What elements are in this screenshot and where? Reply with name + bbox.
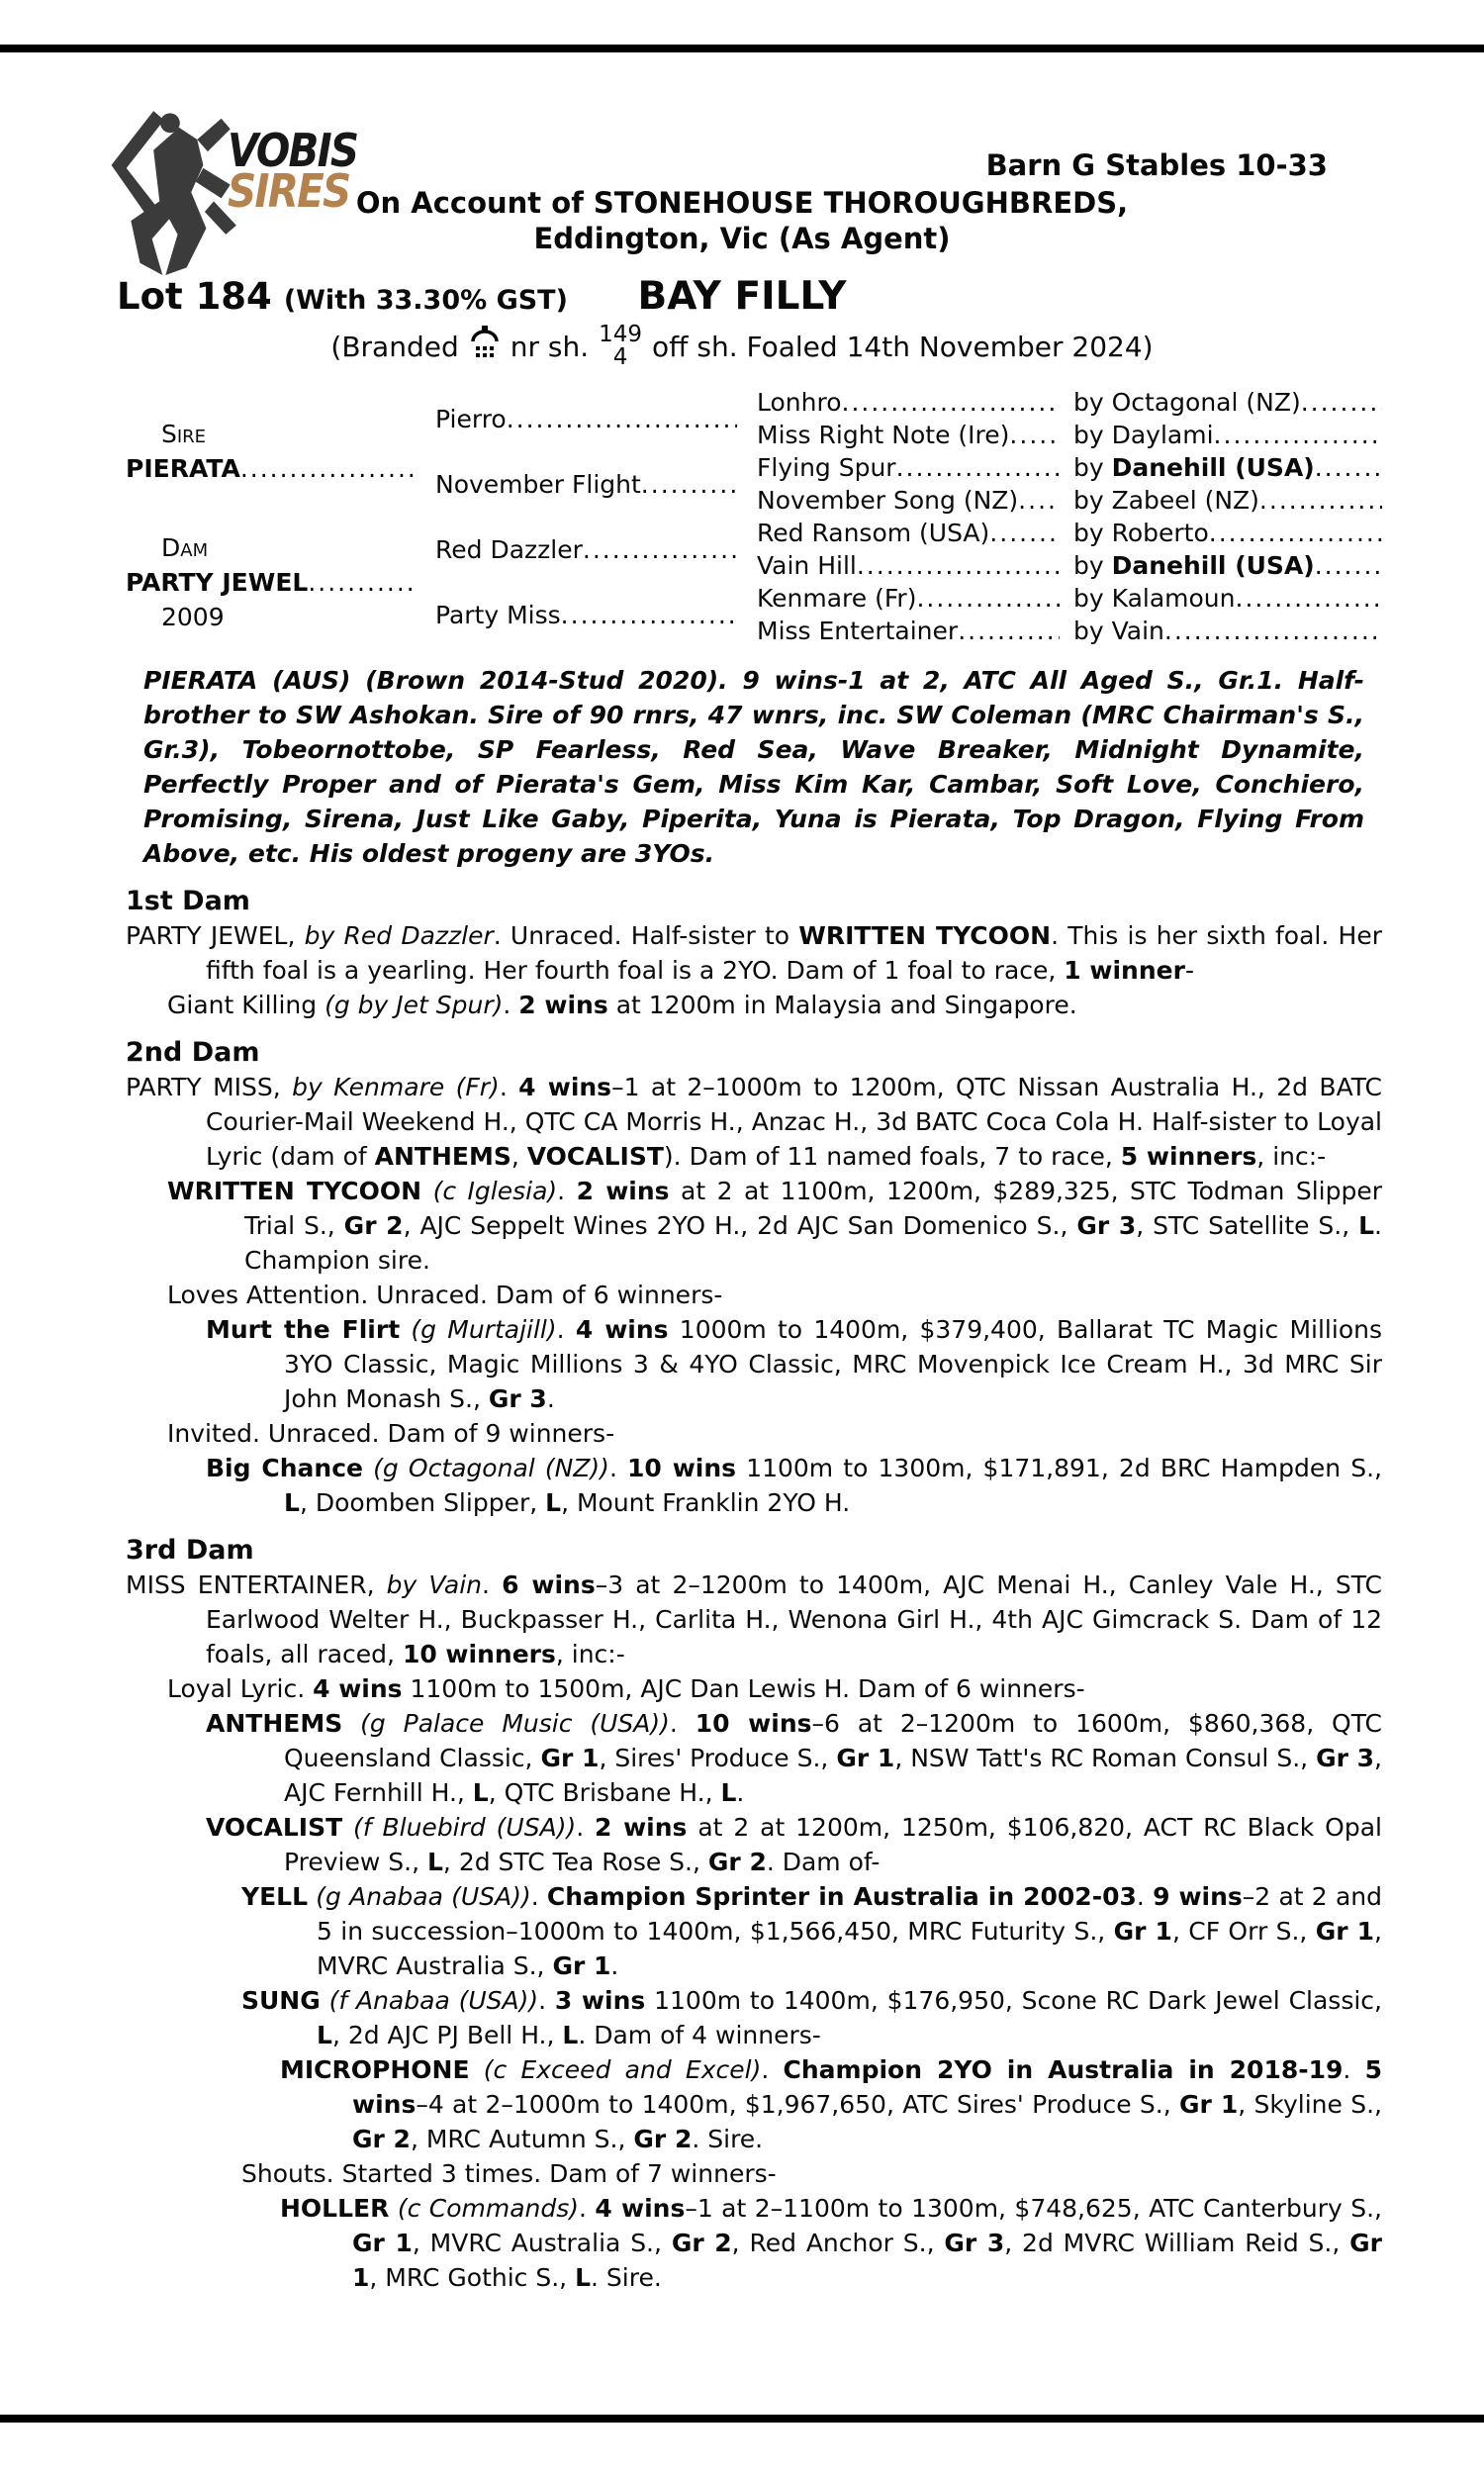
pedigree-cell-gen4: [1066, 484, 1382, 517]
horse-name: Party Miss: [435, 600, 561, 629]
dot-leader: [240, 451, 414, 486]
pedigree-cell-gen2: [435, 582, 757, 647]
horse-name: Miss Right Note (Ire): [757, 421, 1010, 449]
pedigree-cell-gen4: [1066, 419, 1382, 451]
brand-number-bottom: 4: [612, 344, 628, 371]
pedigree-paragraph: WRITTEN TYCOON (c Iglesia). 2 wins at 2 at 1100m, 1200m, $289,325, STC Todman Slipper Trial S., Gr 2, AJC Seppelt Wines 2YO H., 2d AJC San Domenico S., Gr 3, STC Satellite S., L. Champion sire.: [167, 1177, 1382, 1275]
horse-name: Red Dazzler: [435, 534, 583, 564]
pedigree-paragraph: Giant Killing (g by Jet Spur). 2 wins at 1200m in Malaysia and Singapore.: [167, 991, 1077, 1019]
sire-label: Sire: [161, 420, 207, 448]
pedigree-cell-gen4: [1066, 451, 1382, 484]
pedigree-cell-gen2: [435, 517, 757, 582]
horse-name: by Roberto: [1073, 519, 1209, 547]
pedigree-paragraph: VOCALIST (f Bluebird (USA)). 2 wins at 2 at 1200m, 1250m, $106,820, ACT RC Black Opal Preview S., L, 2d STC Tea Rose S., Gr 2. Dam of-: [206, 1813, 1382, 1876]
catalogue-content: [126, 386, 1382, 2295]
dot-leader: [896, 451, 1060, 484]
horse-name: Kenmare (Fr): [757, 584, 917, 613]
horse-name: Lonhro: [757, 388, 842, 417]
branded-line: [0, 324, 1484, 370]
pedigree-paragraph: YELL (g Anabaa (USA)). Champion Sprinter in Australia in 2002-03. 9 wins–2 at 2 and 5 in succession–1000m to 1400m, $1,566,450, MRC Futurity S., Gr 1, CF Orr S., Gr 1, MVRC Australia S., Gr 1.: [241, 1882, 1382, 1980]
barn-stable-number: Barn G Stables 10-33: [985, 148, 1328, 182]
brand-number: [599, 324, 642, 370]
pedigree-paragraph: PARTY MISS, by Kenmare (Fr). 4 wins–1 at 2–1000m to 1200m, QTC Nissan Australia H., 2d BATC Courier-Mail Weekend H., QTC CA Morris H., Anzac H., 3d BATC Coca Cola H. Half-sister to Loyal Lyric (dam of ANTHEMS, VOCALIST). Dam of 11 named foals, 7 to race, 5 winners, inc:-: [126, 1073, 1382, 1171]
horse-name: by Zabeel (NZ): [1073, 486, 1259, 515]
pedigree-cell-gen4: [1066, 582, 1382, 615]
horse-name: by Daylami: [1073, 421, 1214, 449]
horse-name: by Danehill (USA): [1073, 453, 1315, 482]
branded-suffix: off sh. Foaled 14th November 2024): [652, 330, 1154, 363]
dam-year: 2009: [161, 602, 225, 631]
dot-leader: [641, 467, 737, 502]
dot-leader: [583, 532, 737, 567]
pedigree-paragraph: HOLLER (c Commands). 4 wins–1 at 2–1100m to 1300m, $748,625, ATC Canterbury S., Gr 1, MVRC Australia S., Gr 2, Red Anchor S., Gr 3, 2d MVRC William Reid S., Gr 1, MRC Gothic S., L. Sire.: [280, 2194, 1383, 2292]
pedigree-cell-gen3: [757, 582, 1066, 615]
horse-name: Pierro: [435, 404, 507, 433]
pedigree-paragraph: Shouts. Started 3 times. Dam of 7 winners-: [241, 2159, 777, 2188]
pedigree-paragraph: Loyal Lyric. 4 wins 1100m to 1500m, AJC Dan Lewis H. Dam of 6 winners-: [167, 1674, 1085, 1703]
dot-leader: [1164, 615, 1382, 647]
pedigree-paragraph: ANTHEMS (g Palace Music (USA)). 10 wins–6 at 2–1200m to 1600m, $860,368, QTC Queensland Classic, Gr 1, Sires' Produce S., Gr 1, NSW Tatt's RC Roman Consul S., Gr 3, AJC Fernhill H., L, QTC Brisbane H., L.: [206, 1709, 1382, 1807]
gst-note: (With 33.30% GST): [283, 285, 568, 316]
dam-label: Dam: [161, 532, 209, 562]
pedigree-cell-gen4: [1066, 517, 1382, 549]
horse-name: by Vain: [1073, 617, 1164, 645]
dot-leader: [308, 565, 414, 600]
dot-leader: [916, 582, 1060, 615]
dot-leader: [1214, 419, 1382, 451]
dot-leader: [1259, 484, 1382, 517]
vendor-account-line: On Account of STONEHOUSE THOROUGHBREDS,: [355, 186, 1129, 220]
pedigree-paragraph: Loves Attention. Unraced. Dam of 6 winners-: [167, 1281, 723, 1309]
dot-leader: [507, 402, 737, 436]
horse-name: November Song (NZ): [757, 486, 1019, 515]
pedigree-cell-gen2: [435, 386, 757, 451]
section-heading-1st-dam: 1st Dam: [126, 886, 250, 916]
pedigree-paragraph: MISS ENTERTAINER, by Vain. 6 wins–3 at 2–1200m to 1400m, AJC Menai H., Canley Vale H., STC Earlwood Welter H., Buckpasser H., Carlita H., Wenona Girl H., 4th AJC Gimcrack S. Dam of 12 foals, all raced, 10 winners, inc:-: [126, 1570, 1382, 1668]
brand-number-top: 149: [599, 322, 643, 347]
pedigree-paragraph: Murt the Flirt (g Murtajill). 4 wins 1000m to 1400m, $379,400, Ballarat TC Magic Millions 3YO Classic, Magic Millions 3 & 4YO Classic, MRC Movenpick Ice Cream H., 3d MRC Sir John Monash S., Gr 3.: [206, 1315, 1382, 1413]
horse-name: Vain Hill: [757, 551, 857, 580]
dot-leader: [1315, 549, 1382, 582]
dot-leader: [1209, 517, 1382, 549]
bottom-rule: [0, 2415, 1484, 2423]
pedigree-paragraph: Big Chance (g Octagonal (NZ)). 10 wins 1100m to 1300m, $171,891, 2d BRC Hampden S., L, Doomben Slipper, L, Mount Franklin 2YO H.: [206, 1454, 1383, 1517]
dot-leader: [1301, 386, 1382, 419]
sire-name-row: [126, 451, 414, 486]
dot-leader: [842, 386, 1061, 419]
dot-leader: [1315, 451, 1382, 484]
pedigree-table: [126, 386, 1382, 647]
dam-name: PARTY JEWEL: [126, 567, 309, 597]
horse-name: November Flight: [435, 469, 641, 499]
branded-nr-sh: nr sh.: [510, 330, 590, 363]
lot-number: Lot 184: [117, 275, 272, 318]
logo-word-sires: SIRES: [228, 164, 350, 219]
pedigree-cell-gen2: [435, 451, 757, 517]
pedigree-cell-gen3: [757, 615, 1066, 647]
horse-name: by Octagonal (NZ): [1073, 388, 1301, 417]
pedigree-cell-gen3: [757, 386, 1066, 419]
horse-description-title: BAY FILLY: [637, 274, 847, 319]
pedigree-paragraph: MICROPHONE (c Exceed and Excel). Champion 2YO in Australia in 2018-19. 5 wins–4 at 2–1000m to 1400m, $1,967,650, ATC Sires' Produce S., Gr 1, Skyline S., Gr 2, MRC Autumn S., Gr 2. Sire.: [280, 2055, 1382, 2153]
sire-name: PIERATA: [126, 454, 240, 483]
branded-prefix: (Branded: [330, 330, 459, 363]
pedigree-dam-cell: [126, 517, 435, 647]
horse-name: Miss Entertainer: [757, 617, 959, 645]
dot-leader: [1236, 582, 1383, 615]
dot-leader: [1018, 484, 1060, 517]
dot-leader: [857, 549, 1060, 582]
pedigree-cell-gen3: [757, 484, 1066, 517]
top-rule: [0, 45, 1484, 52]
pedigree-paragraph: SUNG (f Anabaa (USA)). 3 wins 1100m to 1400m, $176,950, Scone RC Dark Jewel Classic, L, 2d AJC PJ Bell H., L. Dam of 4 winners-: [241, 1986, 1382, 2049]
dot-leader: [958, 615, 1060, 647]
horse-name: by Kalamoun: [1073, 584, 1236, 613]
pedigree-cell-gen3: [757, 419, 1066, 451]
horse-name: Red Ransom (USA): [757, 519, 990, 547]
dot-leader: [989, 517, 1060, 549]
pedigree-cell-gen3: [757, 549, 1066, 582]
section-heading-2nd-dam: 2nd Dam: [126, 1037, 260, 1068]
dam-name-row: [126, 565, 414, 600]
pedigree-cell-gen4: [1066, 386, 1382, 419]
brand-mark-icon: [469, 326, 501, 368]
dot-leader: [1009, 419, 1060, 451]
horse-name: Flying Spur: [757, 453, 896, 482]
pedigree-cell-gen4: [1066, 549, 1382, 582]
logo-word-vobis: VOBIS: [228, 124, 358, 177]
pedigree-cell-gen4: [1066, 615, 1382, 647]
horse-name: by Danehill (USA): [1073, 551, 1315, 580]
pedigree-paragraph: Invited. Unraced. Dam of 9 winners-: [167, 1419, 615, 1448]
pedigree-sire-cell: [126, 386, 435, 517]
vendor-location-line: Eddington, Vic (As Agent): [533, 222, 951, 255]
dot-leader: [561, 598, 737, 632]
sire-summary-paragraph: PIERATA (AUS) (Brown 2014-Stud 2020). 9 wins-1 at 2, ATC All Aged S., Gr.1. Half-brother to SW Ashokan. Sire of 90 rnrs, 47 wnrs, inc. SW Coleman (MRC Chairman's S., Gr.3), Tobeornottobe, SP Fearless, Red Sea, Wave Breaker, Midnight Dynamite, Perfectly Proper and of Pierata's Gem, Miss Kim Kar, Cambar, Soft Love, Conchiero, Promising, Sirena, Just Like Gaby, Piperita, Yuna is Pierata, Top Dragon, Flying From Above, etc. His oldest progeny are 3YOs.: [143, 666, 1364, 868]
pedigree-cell-gen3: [757, 517, 1066, 549]
pedigree-paragraph: PARTY JEWEL, by Red Dazzler. Unraced. Half-sister to WRITTEN TYCOON. This is her sixth foal. Her fifth foal is a yearling. Her fourth foal is a 2YO. Dam of 1 foal to race, 1 winner-: [126, 921, 1382, 985]
section-heading-3rd-dam: 3rd Dam: [126, 1535, 254, 1566]
pedigree-cell-gen3: [757, 451, 1066, 484]
